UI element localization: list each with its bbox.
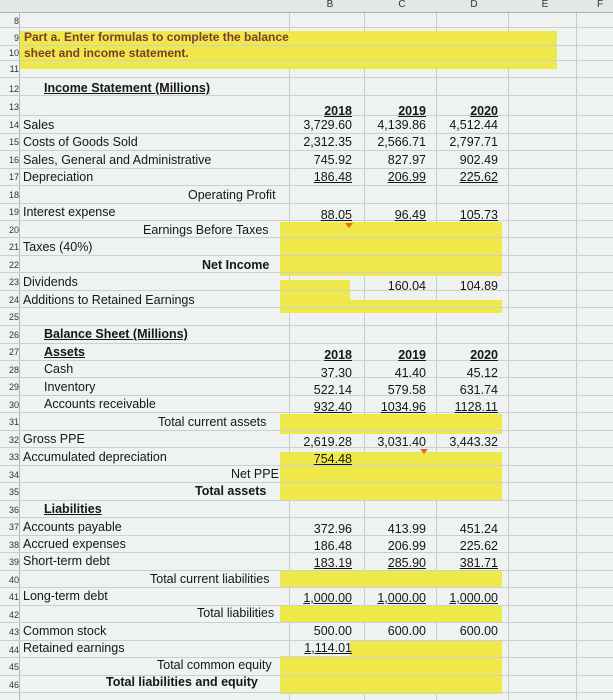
- cogs-2018[interactable]: 2,312.35: [303, 135, 352, 149]
- accrued-2020[interactable]: 225.62: [459, 539, 498, 553]
- cash-2018[interactable]: 37.30: [320, 366, 352, 380]
- interest-expense-label[interactable]: Interest expense: [23, 205, 116, 219]
- gross-ppe-2018[interactable]: 2,619.28: [303, 435, 352, 449]
- payable-2020[interactable]: 451.24: [459, 522, 498, 536]
- accrued-2018[interactable]: 186.48: [313, 539, 352, 553]
- row-number[interactable]: 27: [8, 347, 19, 357]
- comment-marker-icon[interactable]: [345, 223, 353, 228]
- balance-year-2019[interactable]: 2019: [398, 348, 426, 362]
- sales-2020[interactable]: 4,512.44: [449, 118, 498, 132]
- total-common-equity-label[interactable]: Total common equity: [157, 658, 272, 672]
- row-number[interactable]: 17: [8, 172, 19, 182]
- column-b-header[interactable]: B: [326, 0, 334, 10]
- sga-2018[interactable]: 745.92: [313, 153, 352, 167]
- gross-ppe-2019[interactable]: 3,031.40: [377, 435, 426, 449]
- row-number[interactable]: 32: [8, 435, 19, 445]
- depreciation-2020[interactable]: 225.62: [459, 170, 498, 184]
- row-number[interactable]: 19: [8, 207, 19, 217]
- row-number[interactable]: 36: [8, 505, 19, 515]
- long-term-debt-2019[interactable]: 1,000.00: [377, 591, 426, 605]
- row-number[interactable]: 14: [8, 120, 19, 130]
- row-number[interactable]: 38: [8, 540, 19, 550]
- column-header: [0, 0, 613, 13]
- sales-label[interactable]: Sales: [23, 118, 55, 132]
- sga-label[interactable]: Sales, General and Administrative: [23, 153, 212, 167]
- gross-ppe-label[interactable]: Gross PPE: [23, 432, 85, 446]
- row-number[interactable]: 21: [8, 242, 19, 252]
- retained-earnings-2018[interactable]: 1,114.01: [304, 641, 352, 655]
- total-assets-label[interactable]: Total assets: [195, 484, 267, 498]
- row-number[interactable]: 24: [8, 295, 19, 305]
- column-c-header[interactable]: C: [398, 0, 406, 10]
- row-number[interactable]: 22: [8, 260, 19, 270]
- accumulated-depreciation-label[interactable]: Accumulated depreciation: [23, 450, 167, 464]
- net-ppe-label[interactable]: Net PPE: [231, 467, 279, 481]
- short-term-debt-2018[interactable]: 183.19: [313, 556, 352, 570]
- accrued-expenses-label[interactable]: Accrued expenses: [23, 537, 126, 551]
- assets-heading[interactable]: Assets: [44, 345, 85, 359]
- instruction-title[interactable]: Part a. Enter formulas to complete the balance sheet and income statement.: [24, 30, 289, 60]
- row-number[interactable]: 28: [8, 365, 19, 375]
- row-number[interactable]: 13: [8, 102, 19, 112]
- cogs-2020[interactable]: 2,797.71: [449, 135, 498, 149]
- dividends-2019[interactable]: 160.04: [387, 279, 426, 293]
- sales-2018[interactable]: 3,729.60: [303, 118, 352, 132]
- row-number[interactable]: 33: [8, 452, 19, 462]
- receivable-2018[interactable]: 932.40: [313, 400, 352, 414]
- row-number[interactable]: 31: [8, 417, 19, 427]
- row-number[interactable]: 45: [8, 662, 19, 672]
- total-liabilities-label[interactable]: Total liabilities: [197, 606, 275, 620]
- row-number[interactable]: 18: [8, 190, 19, 200]
- row-number[interactable]: 29: [8, 382, 19, 392]
- accrued-2019[interactable]: 206.99: [387, 539, 426, 553]
- long-term-debt-2018[interactable]: 1,000.00: [303, 591, 352, 605]
- income-year-2018[interactable]: 2018: [324, 104, 352, 118]
- common-stock-2018[interactable]: 500.00: [313, 624, 352, 638]
- ebt-label[interactable]: Earnings Before Taxes: [143, 223, 269, 237]
- income-input-area-1[interactable]: [280, 222, 502, 276]
- accounts-payable-label[interactable]: Accounts payable: [23, 520, 122, 534]
- column-e-header[interactable]: E: [541, 0, 549, 10]
- inventory-label[interactable]: Inventory: [44, 380, 96, 394]
- receivable-2019[interactable]: 1034.96: [380, 400, 426, 414]
- row-number[interactable]: 34: [8, 470, 19, 480]
- row-number[interactable]: 25: [8, 312, 19, 322]
- total-liabilities-equity-label[interactable]: Total liabilities and equity: [106, 675, 258, 689]
- row-number[interactable]: 46: [8, 680, 19, 690]
- row-number[interactable]: 11: [9, 64, 19, 74]
- short-term-debt-2020[interactable]: 381.71: [459, 556, 498, 570]
- cogs-2019[interactable]: 2,566.71: [377, 135, 426, 149]
- balance-input-area-6[interactable]: [350, 640, 502, 656]
- interest-2019[interactable]: 96.49: [394, 208, 426, 222]
- row-number[interactable]: 41: [8, 592, 19, 602]
- balance-year-2018[interactable]: 2018: [324, 348, 352, 362]
- long-term-debt-2020[interactable]: 1,000.00: [449, 591, 498, 605]
- retained-earnings-label[interactable]: Retained earnings: [23, 641, 125, 655]
- total-current-liabilities-label[interactable]: Total current liabilities: [150, 572, 270, 586]
- row-number[interactable]: 12: [8, 84, 19, 94]
- short-term-debt-label[interactable]: Short-term debt: [23, 554, 110, 568]
- accounts-receivable-label[interactable]: Accounts receivable: [44, 397, 156, 411]
- common-stock-2019[interactable]: 600.00: [387, 624, 426, 638]
- accumulated-depreciation-2018[interactable]: 754.48: [313, 452, 352, 466]
- common-stock-label[interactable]: Common stock: [23, 624, 107, 638]
- cogs-label[interactable]: Costs of Goods Sold: [23, 135, 138, 149]
- taxes-label[interactable]: Taxes (40%): [23, 240, 93, 254]
- receivable-2020[interactable]: 1128.11: [454, 400, 498, 414]
- inventory-2018[interactable]: 522.14: [313, 383, 352, 397]
- column-d-header[interactable]: D: [470, 0, 478, 10]
- depreciation-2018[interactable]: 186.48: [313, 170, 352, 184]
- row-number[interactable]: 35: [8, 487, 19, 497]
- net-income-label[interactable]: Net Income: [202, 258, 270, 272]
- cash-label[interactable]: Cash: [44, 362, 74, 376]
- row-number[interactable]: 8: [13, 16, 19, 26]
- balance-year-2020[interactable]: 2020: [470, 348, 498, 362]
- row-number[interactable]: 43: [8, 627, 19, 637]
- balance-input-area-4[interactable]: [280, 605, 502, 622]
- row-number[interactable]: 37: [8, 522, 19, 532]
- balance-input-area-3[interactable]: [280, 570, 502, 588]
- balance-input-area-1[interactable]: [280, 414, 502, 434]
- depreciation-label[interactable]: Depreciation: [23, 170, 94, 184]
- row-number[interactable]: 10: [8, 48, 19, 58]
- additions-retained-earnings-label[interactable]: Additions to Retained Earnings: [23, 293, 195, 307]
- row-number[interactable]: 20: [8, 225, 19, 235]
- cash-2019[interactable]: 41.40: [394, 366, 426, 380]
- depreciation-2019[interactable]: 206.99: [387, 170, 426, 184]
- dividends-label[interactable]: Dividends: [23, 275, 78, 289]
- sga-2020[interactable]: 902.49: [459, 153, 498, 167]
- gross-ppe-2020[interactable]: 3,443.32: [449, 435, 498, 449]
- liabilities-heading[interactable]: Liabilities: [44, 502, 102, 516]
- row-number[interactable]: 44: [8, 645, 19, 655]
- income-statement-heading[interactable]: Income Statement (Millions): [44, 81, 210, 95]
- inventory-2020[interactable]: 631.74: [459, 383, 498, 397]
- row-number[interactable]: 15: [8, 137, 19, 147]
- long-term-debt-label[interactable]: Long-term debt: [23, 589, 108, 603]
- short-term-debt-2019[interactable]: 285.90: [387, 556, 426, 570]
- row-number[interactable]: 16: [8, 155, 19, 165]
- row-number[interactable]: 40: [8, 575, 19, 585]
- column-f-header[interactable]: F: [596, 0, 604, 10]
- operating-profit-label[interactable]: Operating Profit: [188, 188, 276, 202]
- row-number[interactable]: 26: [8, 330, 19, 340]
- row-number[interactable]: 23: [8, 277, 19, 287]
- interest-2018[interactable]: 88.05: [320, 208, 352, 222]
- inventory-2019[interactable]: 579.58: [387, 383, 426, 397]
- payable-2019[interactable]: 413.99: [387, 522, 426, 536]
- dividends-2020[interactable]: 104.89: [459, 279, 498, 293]
- row-number[interactable]: 42: [8, 610, 19, 620]
- balance-sheet-heading[interactable]: Balance Sheet (Millions): [44, 327, 188, 341]
- row-number[interactable]: 39: [8, 557, 19, 567]
- total-current-assets-label[interactable]: Total current assets: [158, 415, 267, 429]
- common-stock-2020[interactable]: 600.00: [459, 624, 498, 638]
- sga-2019[interactable]: 827.97: [387, 153, 426, 167]
- sales-2019[interactable]: 4,139.86: [377, 118, 426, 132]
- payable-2018[interactable]: 372.96: [313, 522, 352, 536]
- row-number[interactable]: 30: [8, 400, 19, 410]
- interest-2020[interactable]: 105.73: [459, 208, 498, 222]
- income-year-2019[interactable]: 2019: [398, 104, 426, 118]
- row-number[interactable]: 9: [13, 33, 19, 43]
- comment-marker-icon[interactable]: [420, 449, 428, 454]
- cash-2020[interactable]: 45.12: [466, 366, 498, 380]
- income-year-2020[interactable]: 2020: [470, 104, 498, 118]
